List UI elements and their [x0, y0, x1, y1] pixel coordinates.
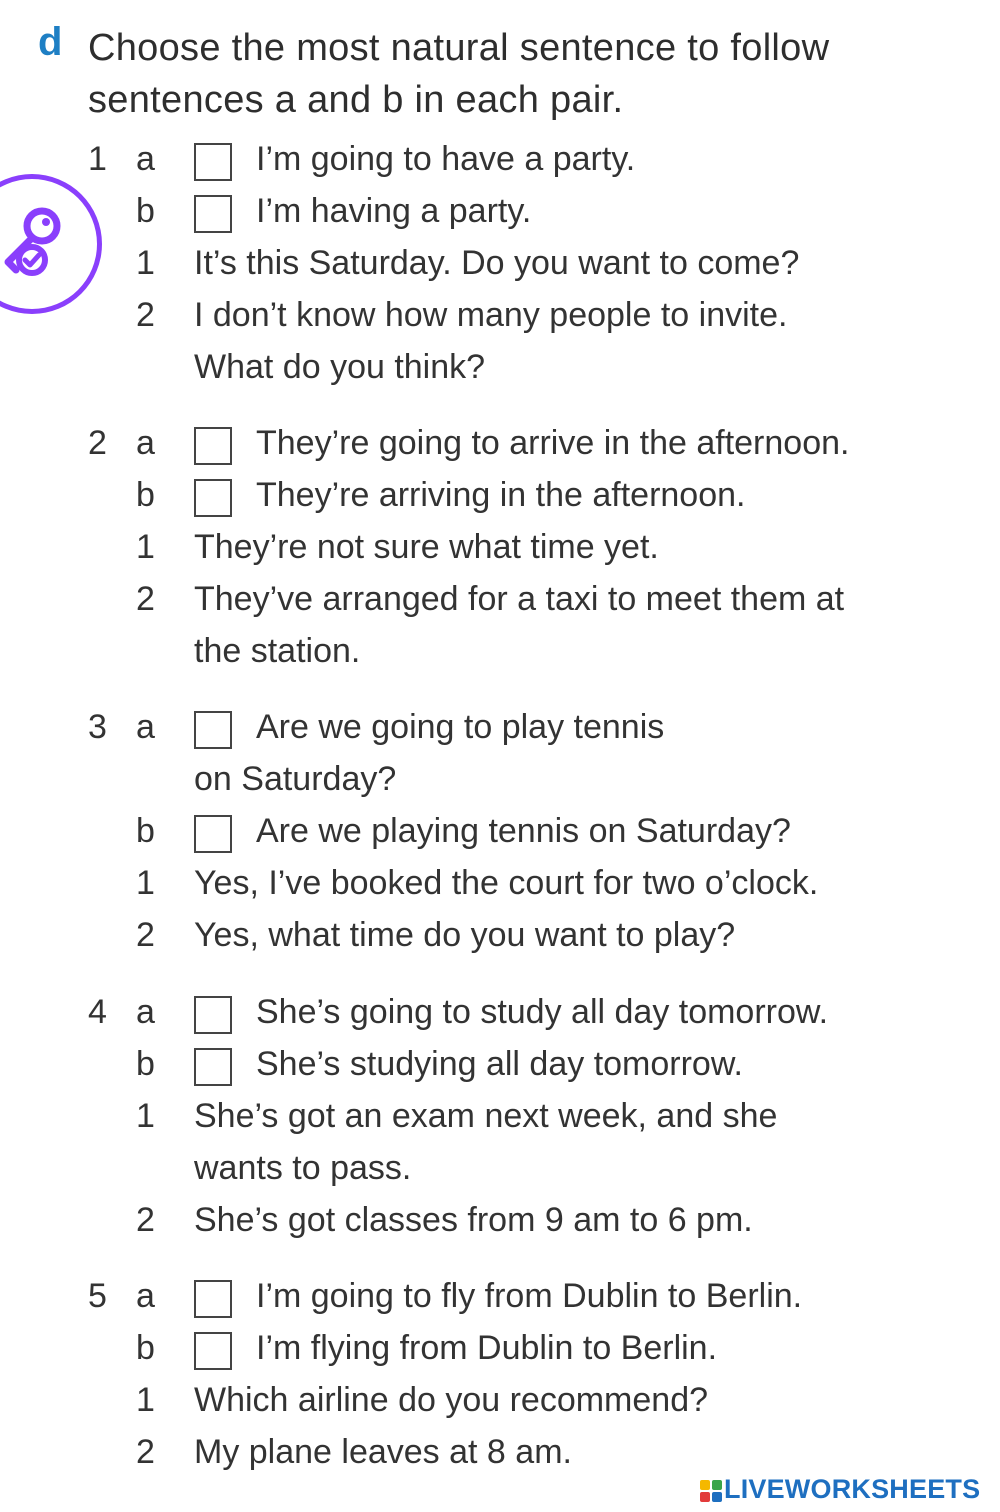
q4-a-checkbox[interactable] — [194, 996, 232, 1034]
option-letter: a — [136, 708, 155, 746]
response-number: 2 — [136, 580, 155, 618]
response-number: 2 — [136, 296, 155, 334]
q2-r1-text: They’re not sure what time yet. — [194, 528, 659, 566]
response-number: 1 — [136, 528, 155, 566]
response-number: 1 — [136, 1097, 155, 1135]
q2-number: 2 — [88, 424, 107, 462]
option-letter: a — [136, 140, 155, 178]
q2-r2-text-cont: the station. — [194, 632, 361, 670]
response-number: 2 — [136, 1433, 155, 1471]
response-number: 2 — [136, 1201, 155, 1239]
instruction-line-1: Choose the most natural sentence to follow — [88, 27, 830, 69]
q1-a-checkbox[interactable] — [194, 143, 232, 181]
q3-r1-text: Yes, I’ve booked the court for two o’clock. — [194, 864, 819, 902]
q3-a-text: Are we going to play tennis — [256, 708, 665, 746]
q3-a-text-cont: on Saturday? — [194, 760, 397, 798]
q3-b-text: Are we playing tennis on Saturday? — [256, 812, 791, 850]
response-number: 1 — [136, 864, 155, 902]
exercise-instruction — [88, 22, 968, 126]
q5-number: 5 — [88, 1277, 107, 1315]
q5-a-checkbox[interactable] — [194, 1280, 232, 1318]
q1-r1-text: It’s this Saturday. Do you want to come? — [194, 244, 800, 282]
option-letter: b — [136, 1045, 155, 1083]
response-number: 1 — [136, 1381, 155, 1419]
q5-a-text: I’m going to fly from Dublin to Berlin. — [256, 1277, 803, 1315]
q1-b-checkbox[interactable] — [194, 195, 232, 233]
exercise-letter: d — [38, 20, 63, 64]
answer-key-button[interactable] — [0, 174, 102, 314]
q2-a-text: They’re going to arrive in the afternoon. — [256, 424, 850, 462]
q3-number: 3 — [88, 708, 107, 746]
q1-r2-text-cont: What do you think? — [194, 348, 486, 386]
q1-a-text: I’m going to have a party. — [256, 140, 636, 178]
q2-b-checkbox[interactable] — [194, 479, 232, 517]
q4-number: 4 — [88, 993, 107, 1031]
instruction-line-2: sentences a and b in each pair. — [88, 79, 624, 121]
liveworksheets-icon — [700, 1480, 722, 1502]
option-letter: b — [136, 476, 155, 514]
option-letter: b — [136, 192, 155, 230]
option-letter: b — [136, 1329, 155, 1367]
q2-r2-text: They’ve arranged for a taxi to meet them at — [194, 580, 845, 618]
q3-r2-text: Yes, what time do you want to play? — [194, 916, 736, 954]
q5-b-text: I’m flying from Dublin to Berlin. — [256, 1329, 718, 1367]
response-number: 2 — [136, 916, 155, 954]
q3-a-checkbox[interactable] — [194, 711, 232, 749]
option-letter: b — [136, 812, 155, 850]
q4-b-checkbox[interactable] — [194, 1048, 232, 1086]
q5-r1-text: Which airline do you recommend? — [194, 1381, 709, 1419]
q4-r1-text: She’s got an exam next week, and she — [194, 1097, 778, 1135]
q2-a-checkbox[interactable] — [194, 427, 232, 465]
option-letter: a — [136, 424, 155, 462]
q4-r2-text: She’s got classes from 9 am to 6 pm. — [194, 1201, 753, 1239]
key-check-icon — [0, 174, 102, 314]
q5-b-checkbox[interactable] — [194, 1332, 232, 1370]
brand-text: LIVEWORKSHEETS — [724, 1474, 981, 1504]
response-number: 1 — [136, 244, 155, 282]
q1-b-text: I’m having a party. — [256, 192, 532, 230]
q4-a-text: She’s going to study all day tomorrow. — [256, 993, 829, 1031]
q4-b-text: She’s studying all day tomorrow. — [256, 1045, 743, 1083]
option-letter: a — [136, 993, 155, 1031]
q3-b-checkbox[interactable] — [194, 815, 232, 853]
q5-r2-text: My plane leaves at 8 am. — [194, 1433, 572, 1471]
q2-b-text: They’re arriving in the afternoon. — [256, 476, 746, 514]
q4-r1-text-cont: wants to pass. — [194, 1149, 412, 1187]
q1-number: 1 — [88, 140, 107, 178]
option-letter: a — [136, 1277, 155, 1315]
q1-r2-text: I don’t know how many people to invite. — [194, 296, 788, 334]
